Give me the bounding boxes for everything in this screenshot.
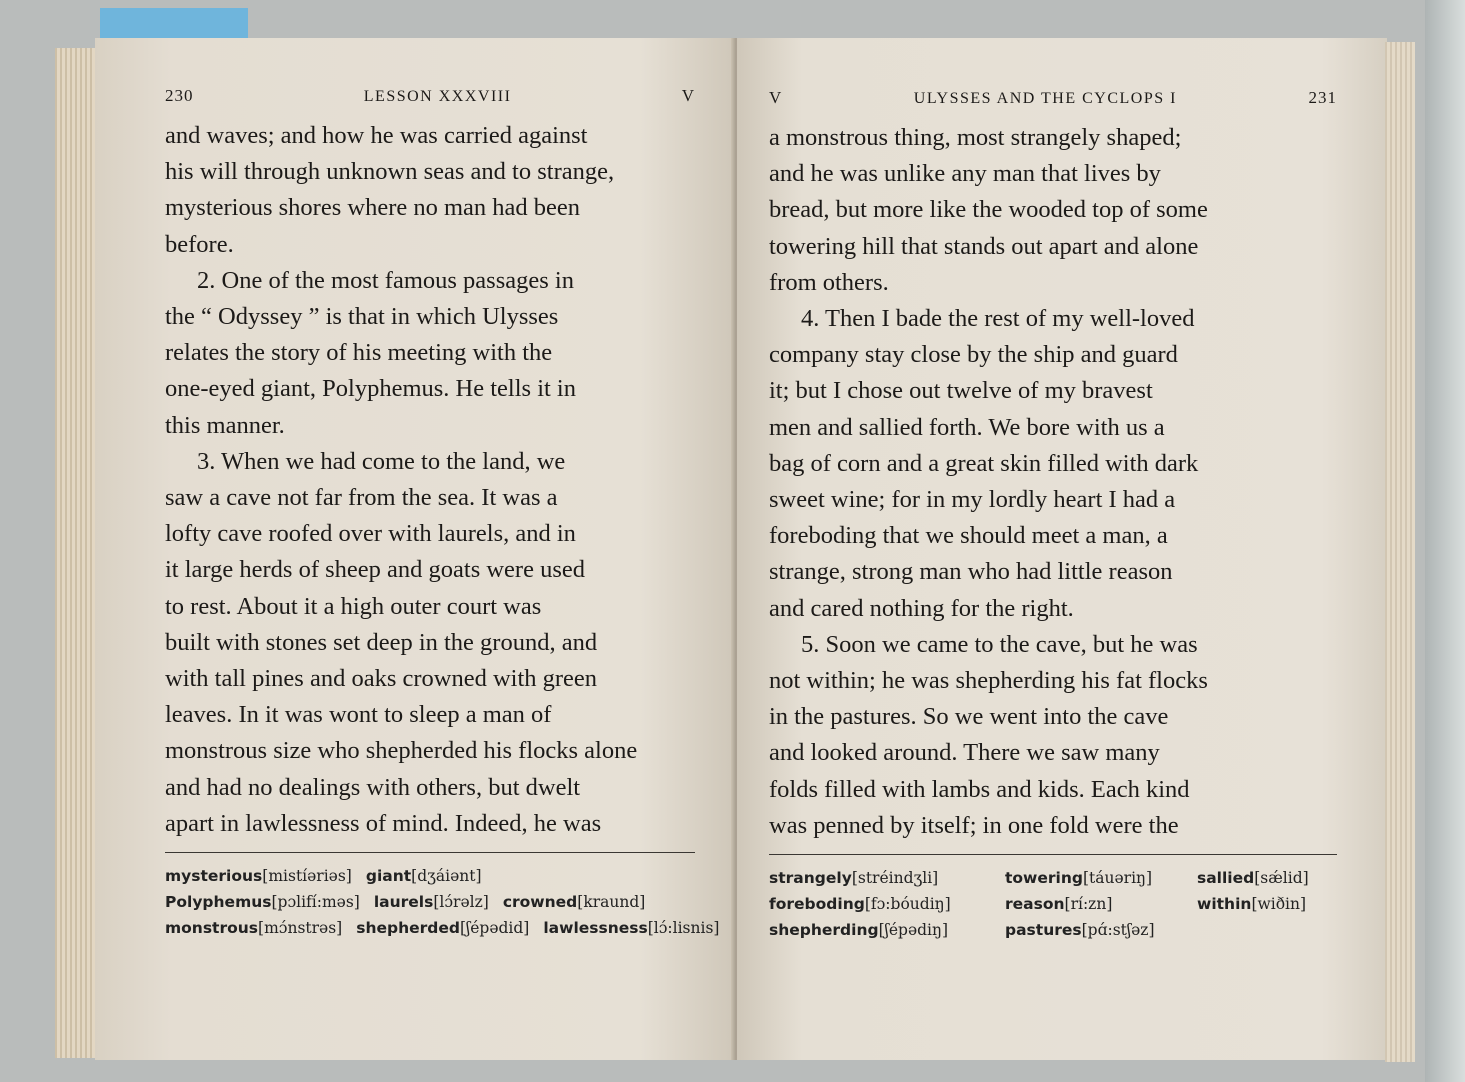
glossary-row	[165, 863, 695, 889]
text-line: this manner.	[165, 411, 285, 439]
text-line: 5. Soon we came to the cave, but he was	[801, 630, 1198, 658]
glossary-row	[165, 889, 695, 915]
glossary-word: Polyphemus	[165, 893, 272, 912]
glossary-entry	[366, 863, 482, 889]
text-line: built with stones set deep in the ground, and	[165, 628, 598, 656]
text-line: relates the story of his meeting with the	[165, 339, 553, 367]
glossary-pronunciation: [wiðin]	[1251, 895, 1307, 914]
glossary-row	[165, 915, 720, 941]
glossary-entry	[769, 865, 1005, 891]
text-line: foreboding that we should meet a man, a	[769, 522, 1168, 550]
text-line: 3. When we had come to the land, we	[197, 447, 566, 475]
right-running-title: ULYSSES AND THE CYCLOPS I	[913, 90, 1177, 107]
text-line: and cared nothing for the right.	[769, 594, 1074, 622]
glossary-entry	[1005, 865, 1197, 891]
text-line: apart in lawlessness of mind. Indeed, he was	[165, 809, 602, 837]
text-line: monstrous size who shepherded his flocks alone	[165, 737, 638, 765]
glossary-entry	[356, 915, 529, 941]
text-line: and had no dealings with others, but dwelt	[165, 773, 581, 801]
text-line: was penned by itself; in one fold were the	[769, 811, 1179, 839]
left-page	[95, 38, 735, 1060]
text-line: sweet wine; for in my lordly heart I had a	[769, 486, 1176, 514]
glossary-entry	[769, 917, 1005, 943]
text-line: bag of corn and a great skin filled with dark	[769, 449, 1199, 477]
left-body-text	[165, 118, 695, 842]
glossary-word: monstrous	[165, 919, 259, 938]
right-glossary	[769, 865, 1337, 943]
page-edges-left	[55, 48, 95, 1058]
open-book	[55, 20, 1430, 1070]
glossary-word: towering	[1005, 869, 1083, 888]
glossary-word: mysterious	[165, 867, 263, 886]
text-line: strange, strong man who had little reason	[769, 558, 1173, 586]
text-line: it large herds of sheep and goats were used	[165, 556, 585, 584]
glossary-pronunciation: [lɔ́:lisnis]	[647, 919, 720, 938]
text-line: it; but I chose out twelve of my bravest	[769, 377, 1153, 405]
glossary-pronunciation: [ʃépədiŋ]	[878, 921, 949, 940]
text-line: men and sallied forth. We bore with us a	[769, 413, 1165, 441]
glossary-pronunciation: [rí:zn]	[1064, 895, 1113, 914]
text-line: from others.	[769, 268, 889, 296]
text-line: saw a cave not far from the sea. It was a	[165, 484, 558, 512]
text-line: 2. One of the most famous passages in	[197, 266, 574, 294]
glossary-pronunciation: [kraund]	[577, 893, 646, 912]
glossary-word: shepherding	[769, 921, 879, 940]
glossary-pronunciation: [ʃépədid]	[459, 919, 530, 938]
right-page	[737, 38, 1387, 1060]
glossary-word: strangely	[769, 869, 852, 888]
glossary-entry	[1005, 917, 1197, 943]
glossary-word: lawlessness	[543, 919, 648, 938]
text-line: and he was unlike any man that lives by	[769, 160, 1161, 188]
text-line: towering hill that stands out apart and alone	[769, 232, 1199, 260]
glossary-entry	[1197, 891, 1327, 917]
left-page-number: 230	[165, 86, 194, 105]
footnote-rule	[769, 854, 1337, 855]
text-line: before.	[165, 230, 234, 258]
text-line: not within; he was shepherding his fat flocks	[769, 667, 1208, 695]
glossary-entry	[543, 915, 719, 941]
text-line: his will through unknown seas and to strange,	[165, 158, 615, 186]
glossary-word: shepherded	[356, 919, 460, 938]
glossary-word: pastures	[1005, 921, 1082, 940]
glossary-entry	[1005, 891, 1197, 917]
text-line: and looked around. There we saw many	[769, 739, 1160, 767]
glossary-pronunciation: [mɔ́nstrəs]	[258, 919, 343, 938]
glossary-entry	[503, 889, 645, 915]
glossary-word: laurels	[373, 893, 434, 912]
glossary-entry	[165, 915, 342, 941]
glossary-entry	[165, 863, 352, 889]
table-surface	[1425, 0, 1465, 1082]
glossary-word: within	[1197, 895, 1252, 914]
glossary-word: reason	[1005, 895, 1065, 914]
right-body-text	[769, 120, 1337, 844]
left-running-head	[165, 86, 695, 116]
glossary-pronunciation: [dʒáiənt]	[411, 867, 482, 886]
glossary-pronunciation: [mistíəriəs]	[262, 867, 352, 886]
glossary-entry	[374, 889, 489, 915]
glossary-pronunciation: [pɑ́:stʃəz]	[1081, 921, 1155, 940]
text-line: a monstrous thing, most strangely shaped;	[769, 124, 1182, 151]
text-line: and waves; and how he was carried against	[165, 122, 588, 149]
glossary-pronunciation: [lɔ́rəlz]	[433, 893, 489, 912]
text-line: 4. Then I bade the rest of my well-loved	[801, 305, 1195, 333]
text-line: with tall pines and oaks crowned with green	[165, 665, 598, 693]
right-section-mark: V	[769, 88, 783, 107]
text-line: folds filled with lambs and kids. Each kind	[769, 775, 1190, 803]
glossary-entry	[1197, 865, 1327, 891]
glossary-pronunciation: [pɔlifí:məs]	[271, 893, 360, 912]
text-line: mysterious shores where no man had been	[165, 194, 581, 222]
text-line: leaves. In it was wont to sleep a man of	[165, 701, 552, 729]
text-line: company stay close by the ship and guard	[769, 341, 1178, 369]
glossary-pronunciation: [stréindʒli]	[851, 869, 939, 888]
glossary-word: crowned	[502, 893, 578, 912]
right-running-head	[769, 88, 1337, 118]
right-page-number: 231	[1308, 88, 1337, 107]
text-line: in the pastures. So we went into the cave	[769, 703, 1169, 731]
page-edges-right	[1385, 42, 1415, 1062]
left-section-mark: V	[681, 86, 695, 105]
glossary-word: giant	[365, 867, 412, 886]
text-line: to rest. About it a high outer court was	[165, 592, 542, 620]
text-line: lofty cave roofed over with laurels, and in	[165, 520, 576, 548]
glossary-word: sallied	[1197, 869, 1255, 888]
glossary-entry	[165, 889, 360, 915]
text-line: bread, but more like the wooded top of some	[769, 196, 1208, 224]
glossary-pronunciation: [táuəriŋ]	[1082, 869, 1153, 888]
left-glossary	[165, 863, 720, 941]
glossary-pronunciation: [fɔ:bóudiŋ]	[864, 895, 951, 914]
left-running-title: LESSON XXXVIII	[363, 88, 512, 105]
text-line: the “ Odyssey ” is that in which Ulysses	[165, 303, 559, 331]
glossary-entry	[769, 891, 1005, 917]
glossary-pronunciation: [sǽlid]	[1254, 869, 1309, 888]
text-line: one-eyed giant, Polyphemus. He tells it in	[165, 375, 576, 403]
glossary-word: foreboding	[769, 895, 865, 914]
footnote-rule	[165, 852, 695, 853]
